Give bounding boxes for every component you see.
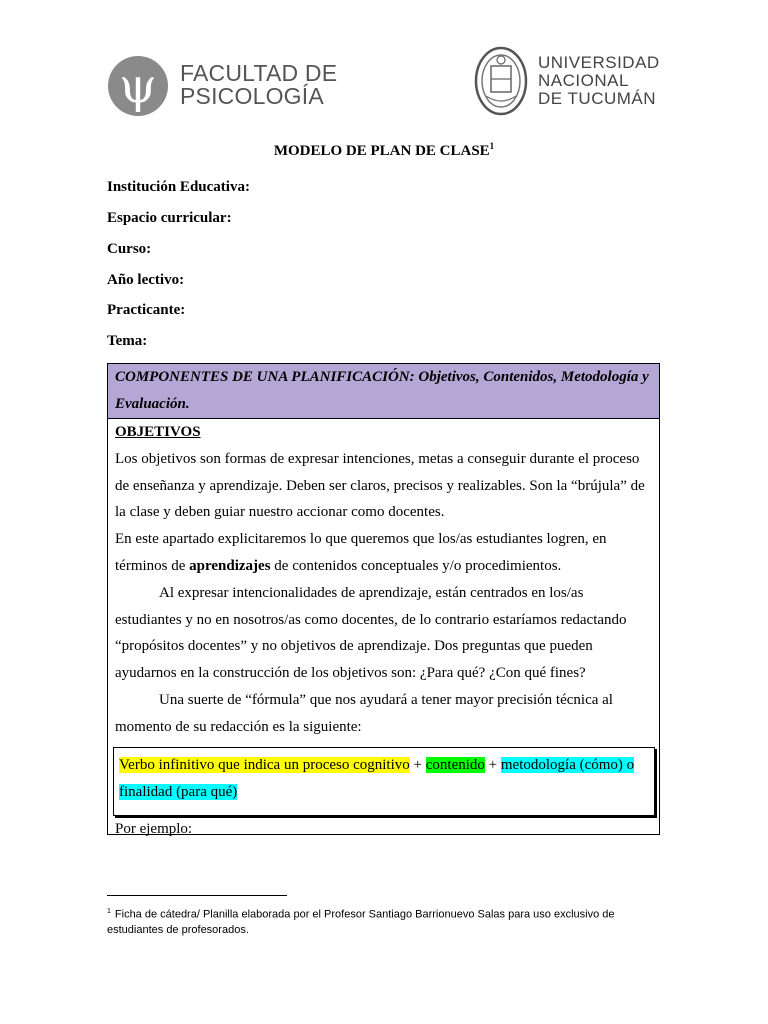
paragraph-2 xyxy=(115,526,652,580)
table-body xyxy=(108,419,659,842)
field-espacio-curricular: Espacio curricular: xyxy=(107,210,232,226)
formula-plus-1: + xyxy=(409,756,426,773)
footnote xyxy=(107,904,647,938)
document-title-text: MODELO DE PLAN DE CLASE xyxy=(273,143,490,159)
university-name xyxy=(538,54,660,108)
formula-method: metodología (cómo) o finalidad (para qué) xyxy=(119,756,635,800)
formula-content: contenido xyxy=(425,756,485,773)
paragraph-1: Los objetivos son formas de expresar intenciones, metas a conseguir durante el proceso de enseñanza y aprendizaje. Deben ser claros, precisos y realizables. Son la “brújula” de la clase y deben guiar nuestro accionar como docentes. xyxy=(115,450,645,521)
paragraph-2-start: En este apartado explicitaremos lo que queremos que los/as estudiantes logren, en términos de xyxy=(115,531,607,574)
example-colon: : xyxy=(187,820,193,837)
faculty-name-line1: FACULTAD DE xyxy=(180,60,338,86)
footnote-rule xyxy=(107,895,287,896)
faculty-logo xyxy=(108,54,338,118)
university-name-line1: UNIVERSIDAD xyxy=(538,53,660,72)
planning-table xyxy=(107,363,660,835)
document-title xyxy=(0,141,768,160)
paragraph-3: Al expresar intencionalidades de aprendizaje, están centrados en los/as estudiantes y no en nosotros/as como docentes, de lo contrario estaríamos redactando “propósitos docentes” y no objetivos de aprendizaje. Dos preguntas que pueden ayudarnos en la construcción de los objetivos son: ¿Para qué? ¿Con qué fines? xyxy=(115,584,627,682)
field-tema: Tema: xyxy=(107,333,148,349)
formula-plus-2: + xyxy=(484,756,501,773)
footnote-text: Ficha de cátedra/ Planilla elaborada por el Profesor Santiago Barrionuevo Salas para uso exclusivo de estudiantes de profesorados. xyxy=(107,908,615,936)
university-name-line3: DE TUCUMÁN xyxy=(538,89,657,108)
example-label: Por ejemplo xyxy=(115,820,188,837)
title-footnote-mark: 1 xyxy=(489,141,495,151)
field-institucion: Institución Educativa: xyxy=(107,179,250,195)
university-name-line2: NACIONAL xyxy=(538,71,629,90)
footnote-mark: 1 xyxy=(107,908,111,915)
faculty-name xyxy=(180,62,337,108)
paragraph-2-end: de contenidos conceptuales y/o procedimientos. xyxy=(270,557,562,574)
university-seal-icon xyxy=(474,46,528,116)
example-line xyxy=(115,816,652,843)
paragraph-4: Una suerte de “fórmula” que nos ayudará a tener mayor precisión técnica al momento de su redacción es la siguiente: xyxy=(115,691,613,735)
university-logo xyxy=(474,46,674,118)
formula-verb: Verbo infinitivo que indica un proceso cognitivo xyxy=(119,756,410,773)
paragraph-2-bold: aprendizajes xyxy=(189,557,271,574)
section-title-objetivos: OBJETIVOS xyxy=(115,424,201,440)
table-header: COMPONENTES DE UNA PLANIFICACIÓN: Objetivos, Contenidos, Metodología y Evaluación. xyxy=(108,364,659,419)
faculty-name-line2: PSICOLOGÍA xyxy=(180,83,324,109)
formula-box xyxy=(113,747,655,816)
field-practicante: Practicante: xyxy=(107,302,186,318)
field-curso: Curso: xyxy=(107,241,152,257)
psi-symbol: ψ xyxy=(119,58,157,114)
field-anio-lectivo: Año lectivo: xyxy=(107,272,185,288)
